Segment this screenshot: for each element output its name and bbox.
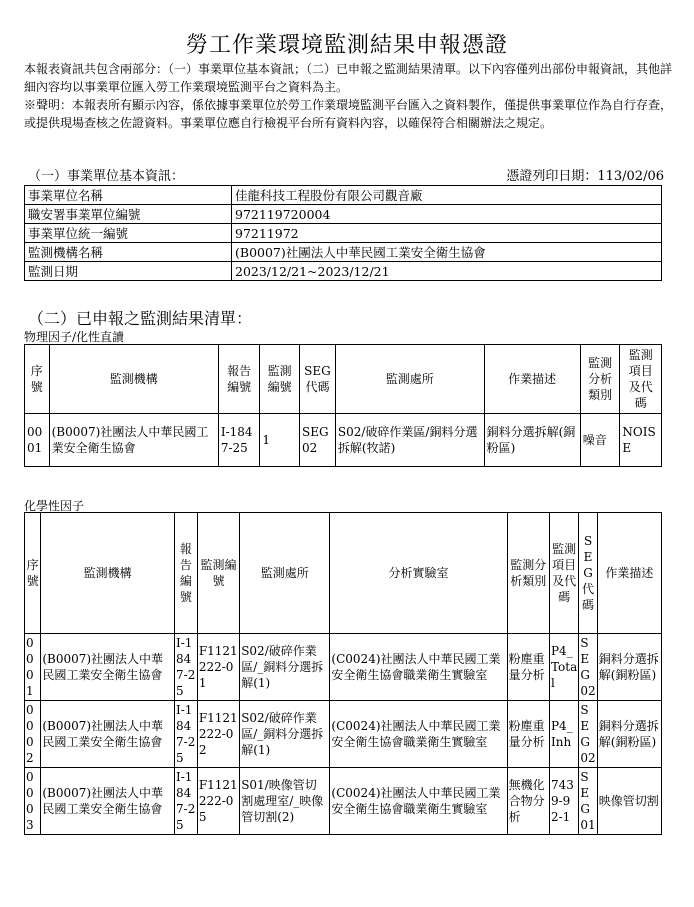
section2-title: （二）已申報之監測結果清單：: [28, 309, 253, 328]
section1-header: [28, 165, 664, 184]
info-label: 監測日期: [25, 262, 232, 281]
column-header: SEG代碼: [579, 513, 597, 634]
disclaimer-paragraph: ※聲明：本報表所有顯示內容，係依據事業單位於勞工作業環境監測平台匯入之資料製作，僅提供事業單位作為自行存查，或提供現場查核之佐證資料。事業單位應自行檢視平台所有資料內容，以確保符合相關辦法之規定。: [24, 98, 673, 130]
table-cell: (B0007)社團法人中華民國工業安全衛生協會: [41, 701, 175, 768]
info-row: [25, 262, 662, 281]
table-cell: 銅料分選拆解(銅粉區): [597, 701, 661, 768]
column-header: 監測編號: [260, 345, 300, 414]
table-cell: S02/破碎作業區/銅料分選拆解(牧諾): [335, 414, 484, 467]
column-header: 監測分析類別: [507, 513, 549, 634]
table-row: [25, 414, 662, 467]
table-row: [25, 701, 662, 768]
column-header: 監測項目及代碼: [620, 345, 662, 414]
table-cell: S01/映像管切割處理室/_映像管切割(2): [240, 768, 330, 835]
physical-subtitle: 物理因子/化性直讀: [24, 330, 125, 344]
table-cell: 粉塵重量分析: [507, 701, 549, 768]
table-cell: I-1847-25: [175, 701, 198, 768]
table-cell: (B0007)社團法人中華民國工業安全衛生協會: [49, 414, 218, 467]
table-cell: SEG02: [579, 634, 597, 701]
info-value: 2023/12/21~2023/12/21: [232, 262, 662, 281]
table-cell: 無機化合物分析: [507, 768, 549, 835]
table-cell: F1121222-05: [197, 768, 239, 835]
column-header: 作業描述: [484, 345, 580, 414]
table-cell: F1121222-01: [197, 634, 239, 701]
table-cell: (C0024)社團法人中華民國工業安全衛生協會職業衛生實驗室: [330, 701, 507, 768]
table-cell: (B0007)社團法人中華民國工業安全衛生協會: [41, 768, 175, 835]
table-cell: SEG02: [300, 414, 336, 467]
info-label: 職安署事業單位編號: [25, 205, 232, 224]
column-header: 監測機構: [41, 513, 175, 634]
column-header: 監測分析類別: [580, 345, 620, 414]
page-title: 勞工作業環境監測結果申報憑證: [185, 33, 508, 58]
table-cell: I-1847-25: [175, 634, 198, 701]
table-header-row: [25, 345, 662, 414]
chemical-results-table: [24, 512, 662, 835]
table-cell: (C0024)社團法人中華民國工業安全衛生協會職業衛生實驗室: [330, 634, 507, 701]
table-cell: P4_Inh: [549, 701, 578, 768]
table-cell: 1: [260, 414, 300, 467]
table-cell: I-1847-25: [218, 414, 260, 467]
table-cell: S02/破碎作業區/_銅料分選拆解(1): [240, 634, 330, 701]
table-cell: I-1847-25: [175, 768, 198, 835]
table-cell: 銅料分選拆解(銅粉區): [597, 634, 661, 701]
column-header: 監測編號: [197, 513, 239, 634]
table-cell: 0002: [25, 701, 41, 768]
info-value: 97211972: [232, 224, 662, 243]
info-value: (B0007)社團法人中華民國工業安全衛生協會: [232, 243, 662, 262]
table-cell: F1121222-02: [197, 701, 239, 768]
table-cell: SEG01: [579, 768, 597, 835]
table-header-row: [25, 513, 662, 634]
column-header: 監測處所: [240, 513, 330, 634]
column-header: 監測機構: [49, 345, 218, 414]
table-cell: (B0007)社團法人中華民國工業安全衛生協會: [41, 634, 175, 701]
table-cell: 0001: [25, 414, 50, 467]
table-cell: 噪音: [580, 414, 620, 467]
column-header: 序號: [25, 513, 41, 634]
column-header: 監測項目及代碼: [549, 513, 578, 634]
table-cell: SEG02: [579, 701, 597, 768]
table-cell: 銅料分選拆解(銅粉區): [484, 414, 580, 467]
column-header: 作業描述: [597, 513, 661, 634]
table-cell: 粉塵重量分析: [507, 634, 549, 701]
section1-title: （一）事業單位基本資訊：: [28, 169, 185, 184]
info-label: 監測機構名稱: [25, 243, 232, 262]
intro-text: [24, 60, 674, 132]
intro-paragraph: 本報表資訊共包含兩部分：（一）事業單位基本資訊；（二）已申報之監測結果清單。以下內容僅列出部份申報資訊，其他詳細內容均以事業單位匯入勞工作業環境監測平台之資料為主。: [24, 62, 673, 94]
info-row: [25, 243, 662, 262]
table-cell: (C0024)社團法人中華民國工業安全衛生協會職業衛生實驗室: [330, 768, 507, 835]
chemical-subtitle: 化學性因子: [24, 499, 85, 513]
column-header: 報告編號: [218, 345, 260, 414]
table-cell: 7439-92-1: [549, 768, 578, 835]
info-value: 972119720004: [232, 205, 662, 224]
info-row: [25, 224, 662, 243]
basic-info-table: [24, 185, 662, 281]
column-header: SEG代碼: [300, 345, 336, 414]
column-header: 分析實驗室: [330, 513, 507, 634]
table-cell: 0001: [25, 634, 41, 701]
info-row: [25, 205, 662, 224]
table-row: [25, 768, 662, 835]
column-header: 監測處所: [335, 345, 484, 414]
table-cell: P4_Total: [549, 634, 578, 701]
print-date: 憑證列印日期：113/02/06: [506, 169, 664, 184]
column-header: 報告編號: [175, 513, 198, 634]
table-cell: 映像管切割: [597, 768, 661, 835]
table-cell: S02/破碎作業區/_銅料分選拆解(1): [240, 701, 330, 768]
info-row: [25, 186, 662, 205]
info-label: 事業單位統一編號: [25, 224, 232, 243]
column-header: 序號: [25, 345, 50, 414]
physical-results-table: [24, 344, 662, 467]
table-row: [25, 634, 662, 701]
table-cell: 0003: [25, 768, 41, 835]
info-value: 佳龍科技工程股份有限公司觀音廠: [232, 186, 662, 205]
table-cell: NOISE: [620, 414, 662, 467]
info-label: 事業單位名稱: [25, 186, 232, 205]
